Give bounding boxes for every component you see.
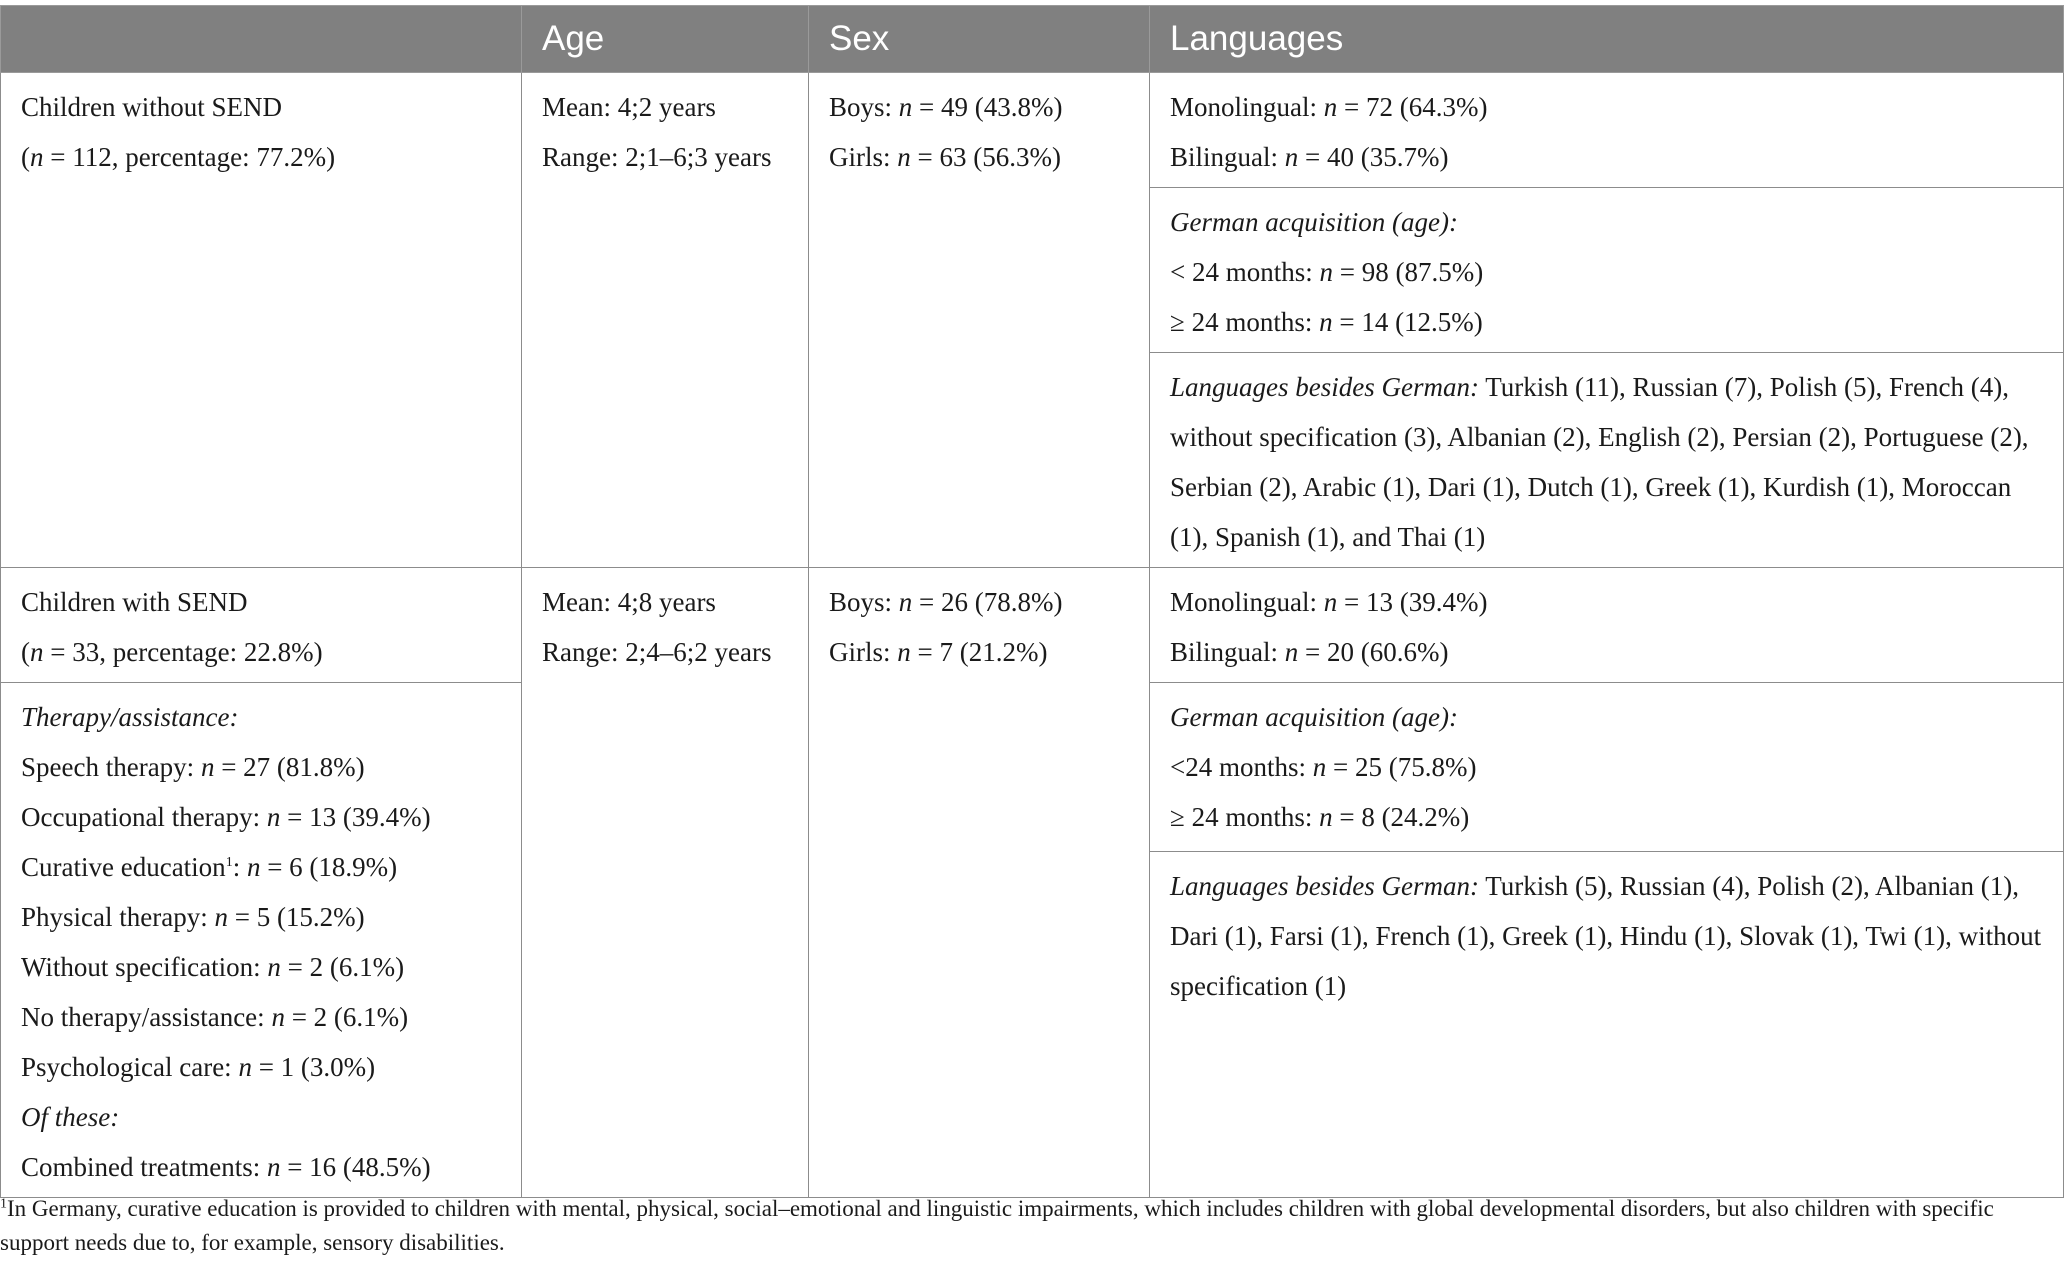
monolingual: Monolingual: n = 72 (64.3%) xyxy=(1170,92,1488,122)
group-cell-without-send xyxy=(1,73,522,568)
acquisition-lt24: < 24 months: n = 98 (87.5%) xyxy=(1170,257,1484,287)
header-sex: Sex xyxy=(809,6,1150,73)
sex-cell-without-send xyxy=(809,73,1150,568)
lang-acquisition-without-send xyxy=(1150,188,2064,353)
footnote xyxy=(0,1192,2050,1260)
therapy-psychological: Psychological care: n = 1 (3.0%) xyxy=(21,1052,376,1082)
bilingual: Bilingual: n = 20 (60.6%) xyxy=(1170,637,1449,667)
acquisition-lt24: <24 months: n = 25 (75.8%) xyxy=(1170,752,1477,782)
acquisition-title: German acquisition (age): xyxy=(1170,702,1458,732)
footnote-text: In Germany, curative education is provided to children with mental, physical, social–emotional and linguistic impairments, which includes children with global developmental disorders, but also children with specific support needs due to, for example, sensory disabilities. xyxy=(0,1196,1994,1255)
group-label: Children with SEND xyxy=(21,587,248,617)
sex-girls: Girls: n = 63 (56.3%) xyxy=(829,142,1061,172)
therapy-speech: Speech therapy: n = 27 (81.8%) xyxy=(21,752,365,782)
languages-besides-german: Languages besides German: Turkish (11), Russian (7), Polish (5), French (4), without specification (3), Albanian (2), English (2), Persian (2), Portuguese (2), Serbian (2), Arabic (1), Dari (1), Dutch (1), Greek (1), Kurdish (1), Moroccan (1), Spanish (1), and Thai (1) xyxy=(1170,372,2029,552)
group-count: (n = 112, percentage: 77.2%) xyxy=(21,142,336,172)
therapy-combined: Combined treatments: n = 16 (48.5%) xyxy=(21,1152,431,1182)
header-empty xyxy=(1,6,522,73)
header-row xyxy=(1,6,2064,73)
group-label: Children without SEND xyxy=(21,92,282,122)
age-cell-without-send xyxy=(522,73,809,568)
bilingual: Bilingual: n = 40 (35.7%) xyxy=(1170,142,1449,172)
acquisition-title: German acquisition (age): xyxy=(1170,207,1458,237)
sex-girls: Girls: n = 7 (21.2%) xyxy=(829,637,1048,667)
group-count: (n = 33, percentage: 22.8%) xyxy=(21,637,323,667)
age-cell-with-send xyxy=(522,568,809,1198)
acquisition-ge24: ≥ 24 months: n = 8 (24.2%) xyxy=(1170,802,1470,832)
acquisition-ge24: ≥ 24 months: n = 14 (12.5%) xyxy=(1170,307,1483,337)
lang-mono-bi-with-send xyxy=(1150,568,2064,683)
footnote-marker: 1 xyxy=(0,1196,7,1212)
therapy-cell-with-send xyxy=(1,683,522,1198)
lang-list-with-send xyxy=(1150,852,2064,1198)
row-without-send xyxy=(1,73,2064,188)
demographics-table xyxy=(0,5,2064,1198)
lang-list-without-send xyxy=(1150,353,2064,568)
therapy-curative: Curative education$^1$: n = 6 (18.9%) xyxy=(21,852,398,882)
age-range: Range: 2;4–6;2 years xyxy=(542,637,772,667)
therapy-of-these: Of these: xyxy=(21,1102,120,1132)
therapy-occupational: Occupational therapy: n = 13 (39.4%) xyxy=(21,802,431,832)
languages-besides-german: Languages besides German: Turkish (5), Russian (4), Polish (2), Albanian (1), Dari (1), Farsi (1), French (1), Greek (1), Hindu (1), Slovak (1), Twi (1), without specification (1) xyxy=(1170,871,2042,1002)
sex-boys: Boys: n = 49 (43.8%) xyxy=(829,92,1063,122)
header-age: Age xyxy=(522,6,809,73)
therapy-none: No therapy/assistance: n = 2 (6.1%) xyxy=(21,1002,409,1032)
sex-boys: Boys: n = 26 (78.8%) xyxy=(829,587,1063,617)
age-range: Range: 2;1–6;3 years xyxy=(542,142,772,172)
sex-cell-with-send xyxy=(809,568,1150,1198)
header-languages: Languages xyxy=(1150,6,2064,73)
row-with-send xyxy=(1,568,2064,683)
monolingual: Monolingual: n = 13 (39.4%) xyxy=(1170,587,1488,617)
lang-acquisition-with-send xyxy=(1150,683,2064,852)
therapy-without-spec: Without specification: n = 2 (6.1%) xyxy=(21,952,405,982)
group-cell-with-send xyxy=(1,568,522,683)
therapy-title: Therapy/assistance: xyxy=(21,702,239,732)
lang-mono-bi-without-send xyxy=(1150,73,2064,188)
age-mean: Mean: 4;8 years xyxy=(542,587,716,617)
therapy-physical: Physical therapy: n = 5 (15.2%) xyxy=(21,902,365,932)
age-mean: Mean: 4;2 years xyxy=(542,92,716,122)
